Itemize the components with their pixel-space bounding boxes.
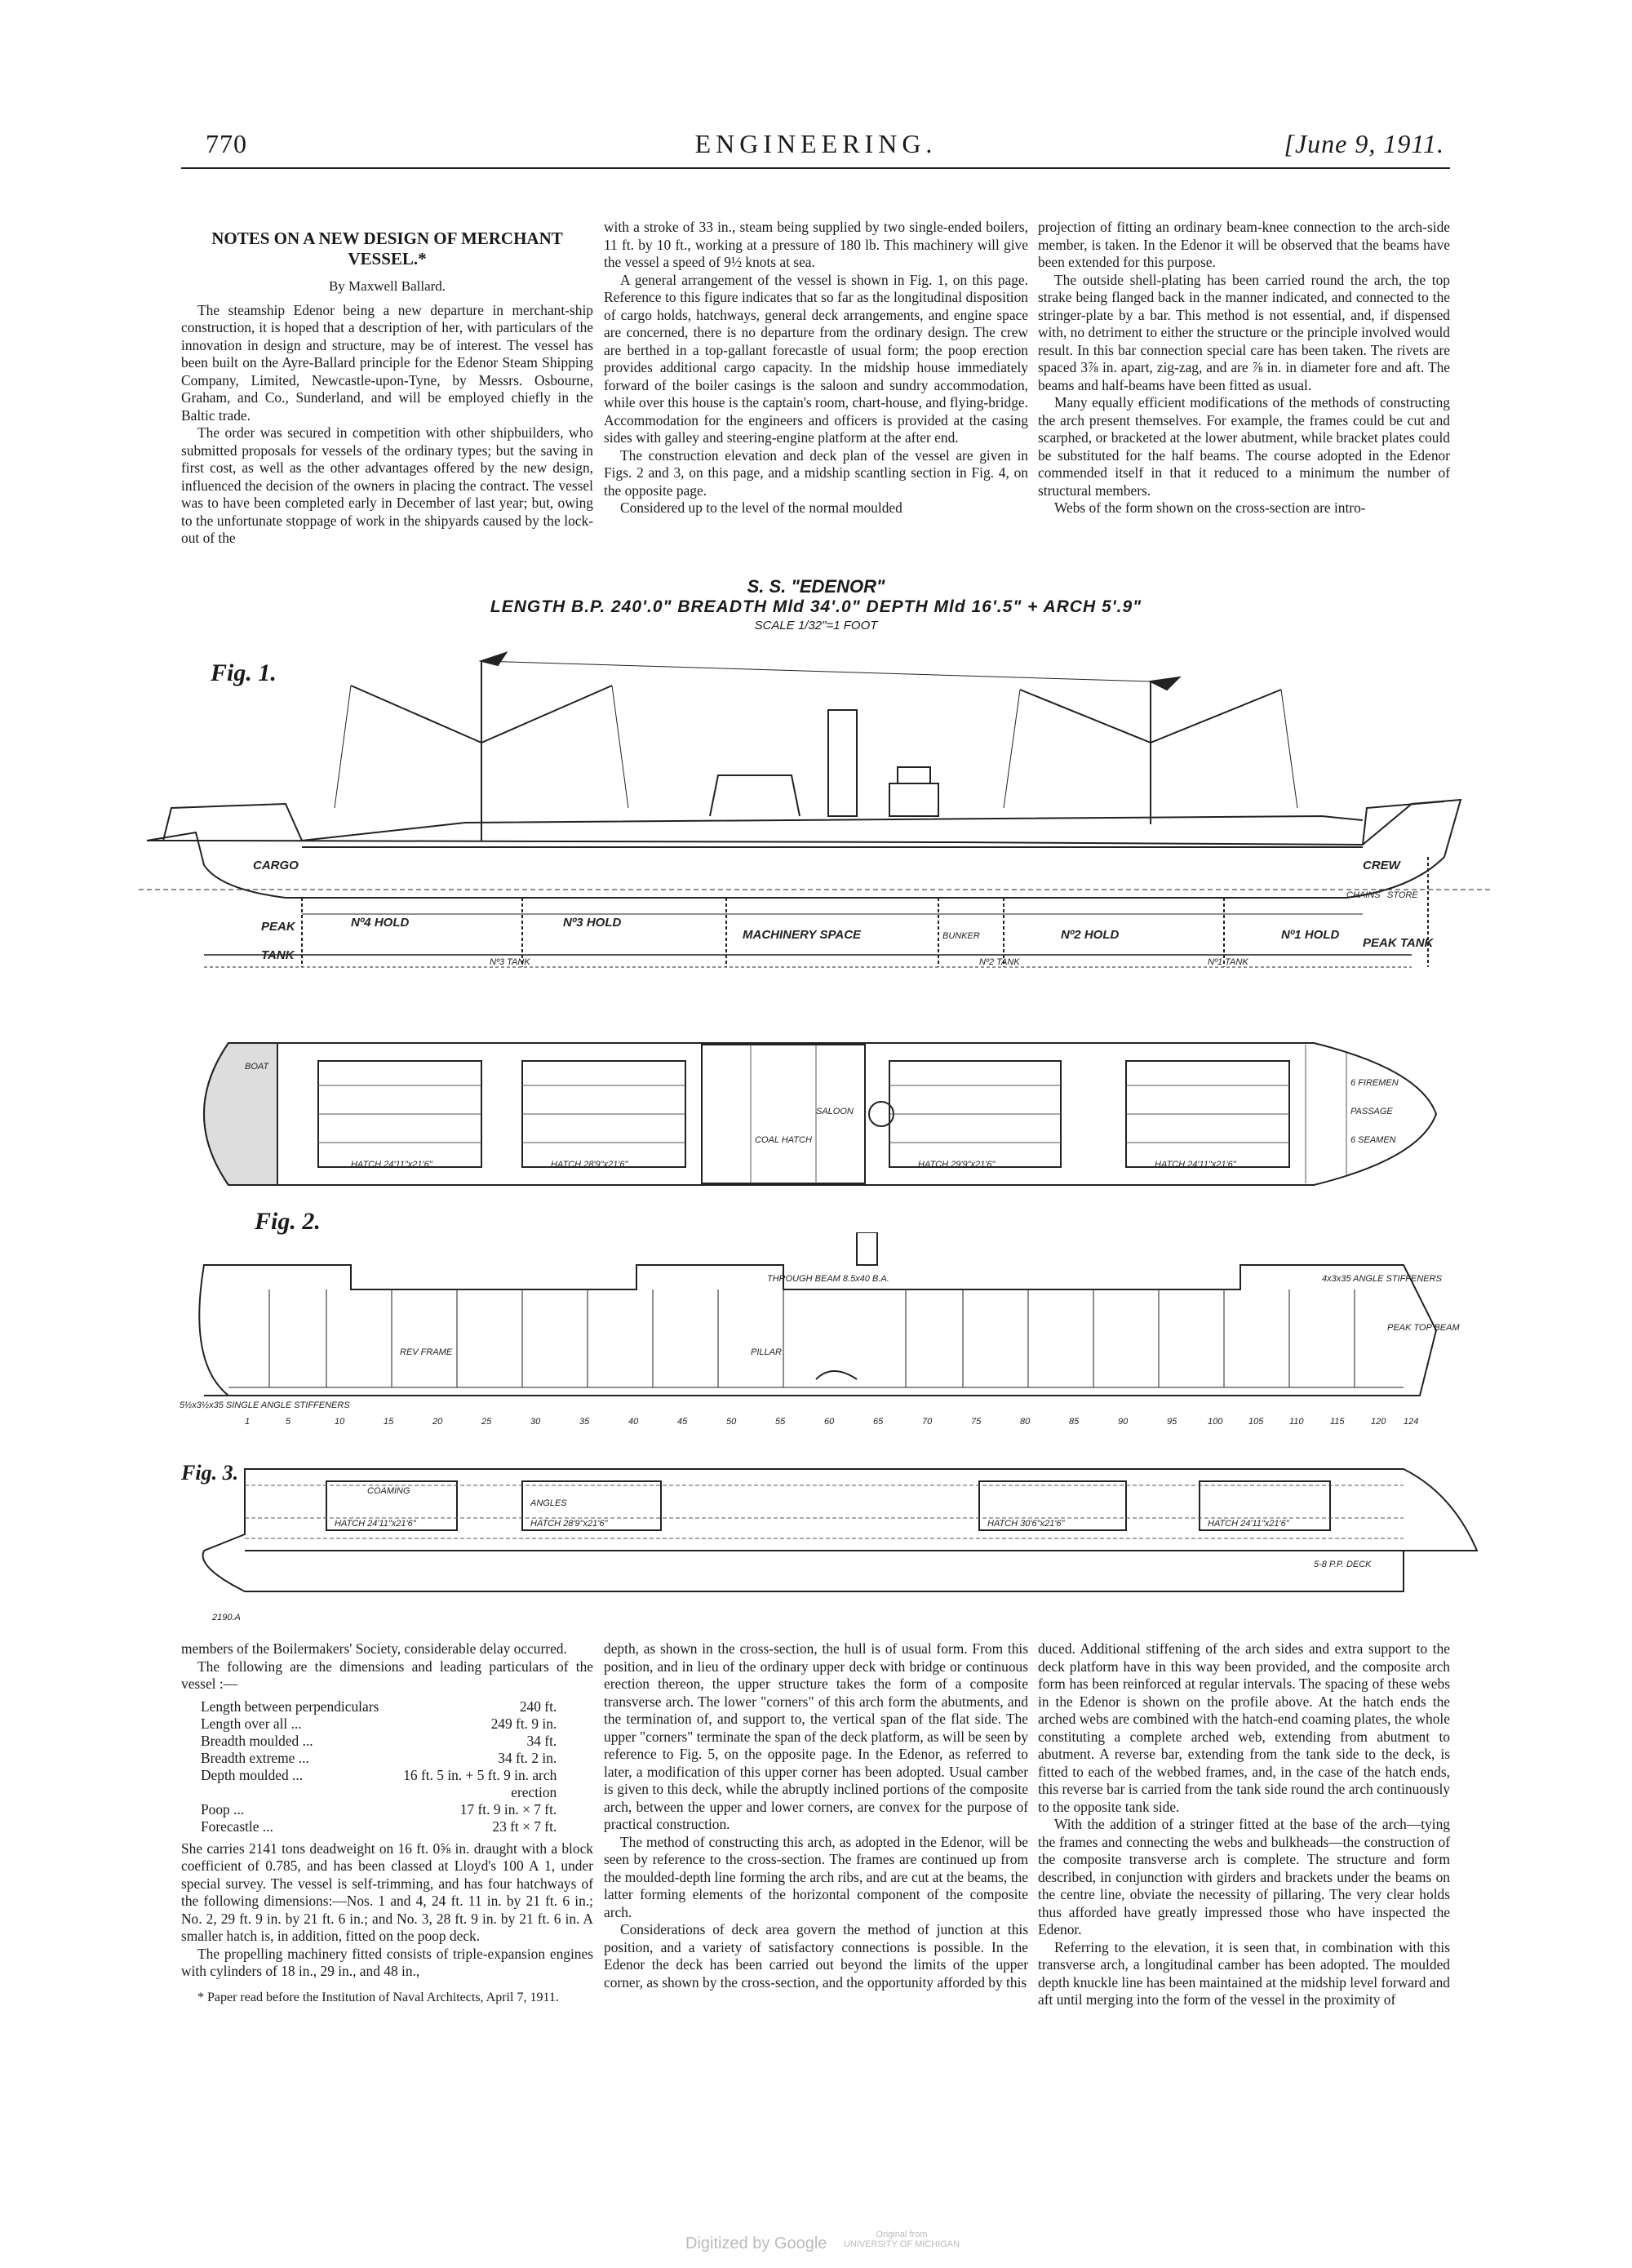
paragraph: With the addition of a stringer fitted at the base of the arch—tying the frames and connecting the webs and bulkheads—the construction of the composite transverse arch is complete. The structure and form described, in conjunction with girders and brackets under the beams on the centre line, obviate the necessity of pillaring. The very clear holds thus afforded have greatly impressed those who have inspected the Edenor.: [1038, 1816, 1450, 1937]
fig1-label-cargo: CARGO: [253, 859, 299, 872]
fig3-label-coaming: COAMING: [367, 1486, 410, 1496]
plan-label-hatch1: HATCH 24'11"x21'6": [1155, 1160, 1236, 1170]
fig1-label-hold3: Nº3 HOLD: [563, 916, 622, 930]
frame-number: 25: [481, 1417, 492, 1427]
plan-label-hatch3: HATCH 28'9"x21'6": [551, 1160, 628, 1170]
fig2-label-single-angle: 5½x3½x35 SINGLE ANGLE STIFFENERS: [180, 1400, 350, 1410]
column-2-top: [604, 219, 1028, 517]
frame-number: 65: [873, 1417, 884, 1427]
frame-number: 85: [1069, 1417, 1080, 1427]
fig1-label-hold2: Nº2 HOLD: [1061, 928, 1120, 942]
frame-number: 105: [1248, 1417, 1264, 1427]
column-2-bottom: [604, 1640, 1028, 1991]
paragraph: The construction elevation and deck plan of the vessel are given in Figs. 2 and 3, on this page, and a midship scantling section in Fig. 4, on the opposite page.: [604, 446, 1028, 499]
fig3-label-hatch2: HATCH 30'6"x21'6": [987, 1519, 1065, 1529]
frame-number: 60: [824, 1417, 835, 1427]
paragraph: projection of fitting an ordinary beam-knee connection to the arch-side member, is taken. In the Edenor it will be observed that the beams have been extended for this purpose.: [1038, 219, 1450, 270]
fig1-label-hold4: Nº4 HOLD: [351, 916, 410, 930]
paragraph: The following are the dimensions and leading particulars of the vessel :—: [181, 1658, 593, 1692]
paragraph: Webs of the form shown on the cross-section are intro-: [1054, 499, 1366, 516]
frame-number: 124: [1404, 1417, 1419, 1427]
frame-number: 55: [775, 1417, 786, 1427]
fig2-label-rev-frame: REV FRAME: [400, 1347, 453, 1357]
frame-number: 20: [432, 1417, 443, 1427]
fig3-deck-drawing: [180, 1461, 1485, 1640]
dimensions-table: [197, 1698, 560, 1835]
frame-number: 70: [922, 1417, 933, 1427]
fig1-label-bunker: BUNKER: [942, 931, 980, 941]
article-title: NOTES ON A NEW DESIGN OF MERCHANT VESSEL.*: [211, 229, 563, 269]
paragraph: The outside shell-plating has been carried round the arch, the top strake being flanged back in the manner indicated, and connected to the stringer-plate by a bar. This method is not essential, and, if dispensed with, no detriment to either the structure or the principle involved would result. In this bar connection special care has been taken. The rivets are spaced 3⅞ in. apart, zig-zag, and are ⅞ in. in diameter fore and aft. The beams and half-beams have been fitted as usual.: [1038, 271, 1450, 393]
plan-label-boat: BOAT: [245, 1062, 269, 1072]
column-3-top: [1038, 219, 1450, 517]
frame-number: 115: [1330, 1417, 1345, 1427]
figure-scale: SCALE 1/32"=1 FOOT: [754, 619, 878, 632]
paragraph: The order was secured in competition with other shipbuilders, who submitted proposals for vessels of the ordinary types; but the saving in first cost, as well as the other advantages offered by the new design, influenced the decision of the owners in placing the contract. The vessel was to have been completed early in December of last year; but, owing to the unfortunate stoppage of work in the shipyards caused by the lock-out of the: [181, 424, 593, 546]
figure-title: S. S. "EDENOR": [747, 576, 885, 597]
figure-subtitle: LENGTH B.P. 240'.0" BREADTH Mld 34'.0" DEPTH Mld 16'.5" + ARCH 5'.9": [490, 597, 1142, 616]
fig2-elevation-drawing: [180, 1232, 1469, 1436]
fig3-label: Fig. 3.: [181, 1461, 239, 1485]
paragraph: duced. Additional stiffening of the arch sides and extra support to the deck platform have in this way been provided, and the composite arch form has been reinforced at regular intervals. The spacing of these webs in the Edenor is shown on the profile above. At the hatch ends the arched webs are combined with the hatch-end coaming plates, the whole constituting a complete arched web, extending from abutment to abutment. A reverse bar, extending from the tank side to the deck, is fitted to each of the webbed frames, and, in the case of the hatch ends, this reverse bar is carried from the tank side round the arch continuously to the opposite tank side.: [1038, 1640, 1450, 1815]
frame-number: 110: [1289, 1417, 1304, 1427]
fig1-label-store: STORE: [1387, 890, 1418, 900]
fig2-label-peak-top-beam: PEAK TOP BEAM: [1387, 1323, 1460, 1333]
table-row: Length over all ... 249 ft. 9 in.: [201, 1715, 557, 1732]
plan-label-saloon: SALOON: [816, 1107, 854, 1116]
table-row: Length between perpendiculars 240 ft.: [201, 1698, 557, 1715]
fig1-label-tank: TANK: [261, 948, 295, 962]
table-row: Poop ... 17 ft. 9 in. × 7 ft.: [201, 1800, 557, 1818]
column-1-top: [181, 229, 593, 548]
footer-original: Original from UNIVERSITY OF MICHIGAN: [843, 2230, 960, 2249]
frame-number: 80: [1020, 1417, 1031, 1427]
fig3-label-pp-deck: 5-8 P.P. DECK: [1314, 1560, 1372, 1569]
fig3-label-hatch3: HATCH 28'9"x21'6": [530, 1519, 608, 1529]
frame-number: 10: [335, 1417, 345, 1427]
table-row: Breadth extreme ... 34 ft. 2 in.: [201, 1749, 557, 1766]
fig1-label-tank2: Nº2 TANK: [979, 957, 1020, 967]
paragraph: The propelling machinery fitted consists of triple-expansion engines with cylinders of 18 in., 29 in., and 48 in.,: [181, 1945, 593, 1979]
fig3-label-hatch4: HATCH 24'11"x21'6": [335, 1519, 416, 1529]
paragraph: Considered up to the level of the normal moulded: [620, 499, 902, 516]
fig1-label-machinery: MACHINERY SPACE: [743, 928, 862, 942]
fig1-label-peak-tank: PEAK TANK: [1363, 936, 1434, 950]
paragraph: The method of constructing this arch, as adopted in the Edenor, will be seen by reference to the cross-section. The frames are continued up from the moulded-depth line forming the arch ribs, and are cut at the beams, the latter forming elements of the horizontal component of the composite arch.: [604, 1833, 1028, 1920]
frame-number: 1: [245, 1417, 251, 1427]
fig1-label-chains: CHAINS: [1346, 890, 1381, 900]
page-number: 770: [206, 129, 247, 158]
column-1-bottom: [181, 1640, 593, 2006]
paragraph: Many equally efficient modifications of the methods of constructing the arch present themselves. For example, the frames could be cut and scarphed, or bracketed at the lower abutment, while bracket plates could be substituted for the half beams. The course adopted in the Edenor commended itself in that it reduced to a minimum the number of structural members.: [1038, 394, 1450, 499]
plan-label-seamen: 6 SEAMEN: [1350, 1135, 1396, 1145]
fig1-label: Fig. 1.: [211, 659, 277, 686]
frame-number: 95: [1167, 1417, 1177, 1427]
frame-number: 75: [971, 1417, 982, 1427]
paragraph: A general arrangement of the vessel is shown in Fig. 1, on this page. Reference to this figure indicates that so far as the longitudinal disposition of cargo holds, hatchways, general deck arrangements, and engine space are concerned, there is no departure from the ordinary design. The crew are berthed in a top-gallant forecastle of usual form; the poop erection provides additional cargo capacity. In the midship house immediately forward of the boiler casings is the saloon and sundry accommodation, while over this house is the captain's room, chart-house, and flying-bridge. Accommodation for the engineers and officers is provided at the casing sides with galley and steering-engine platform at the after end.: [604, 271, 1028, 446]
fig1-label-tank1: Nº1 TANK: [1208, 957, 1248, 967]
fig1-label-peak: PEAK: [261, 920, 295, 934]
fig1-label-tank3: Nº3 TANK: [490, 957, 530, 967]
journal-title: ENGINEERING.: [694, 129, 938, 158]
frame-number: 5: [286, 1417, 291, 1427]
frame-number: 30: [530, 1417, 541, 1427]
fig2-label-through-beam: THROUGH BEAM 8.5x40 B.A.: [767, 1274, 889, 1284]
frame-number: 45: [677, 1417, 688, 1427]
frame-number: 120: [1371, 1417, 1386, 1427]
paragraph: The steamship Edenor being a new departure in merchant-ship construction, it is hoped that a description of her, with particulars of the innovation in design and structure, may be of interest. The vessel has been built on the Ayre-Ballard principle for the Edenor Steam Shipping Company, Limited, Newcastle-upon-Tyne, by Messrs. Osbourne, Graham, and Co., Sunderland, and will be employed chiefly in the Baltic trade.: [181, 301, 593, 424]
paragraph: She carries 2141 tons deadweight on 16 ft. 0⅝ in. draught with a block coefficient of 0.785, and has been classed at Lloyd's 100 A 1, under special survey. The vessel is self-trimming, and has four hatchways of the following dimensions:—Nos. 1 and 4, 24 ft. 11 in. by 21 ft. 6 in.; No. 2, 29 ft. 9 in. by 21 ft. 6 in.; and No. 3, 28 ft. 9 in. by 21 ft. 6 in. A smaller hatch is, in addition, fitted on the poop deck.: [181, 1840, 593, 1944]
fig3-label-angles: ANGLES: [530, 1498, 567, 1508]
frame-number: 50: [726, 1417, 737, 1427]
header-rule: [181, 167, 1450, 169]
table-row: Depth moulded ... 16 ft. 5 in. + 5 ft. 9 in. arch erection: [201, 1766, 557, 1800]
plan-label-coal-hatch: COAL HATCH: [755, 1135, 812, 1145]
fig1-profile-drawing: [139, 645, 1493, 1004]
fig2-label-pillar: PILLAR: [751, 1347, 782, 1357]
column-3-bottom: [1038, 1640, 1450, 2009]
frame-number: 40: [628, 1417, 639, 1427]
article-byline: By Maxwell Ballard.: [328, 278, 446, 294]
paragraph: Referring to the elevation, it is seen that, in combination with this transverse arch, a longitudinal camber has been adopted. The moulded depth knuckle line has been maintained at the midship level forward and aft until merging into the form of the vessel in the proximity of: [1038, 1938, 1450, 2008]
fig2-label-angle-stiffeners: 4x3x35 ANGLE STIFFENERS: [1322, 1274, 1442, 1284]
paragraph: with a stroke of 33 in., steam being supplied by two single-ended boilers, 11 ft. by 10 ft., working at a pressure of 180 lb. This machinery will give the vessel a speed of 9½ knots at sea.: [604, 219, 1028, 270]
paragraph: depth, as shown in the cross-section, the hull is of usual form. From this position, and in lieu of the ordinary upper deck with bridge or continuous erection thereon, the upper structure takes the form of a composite transverse arch. The lower "corners" of this arch form the abutments, and the termination of, and support to, the vertical span of the flat side. The upper "corners" terminate the span of the deck platform, as will be seen by reference to Fig. 5, on the opposite page. In the Edenor, as referred to later, a modification of this upper corner has been adopted. Usual camber is given to this deck, while the abruptly inclined portions of the composite arch, between the upper and lower corners, are convex for the purpose of practical construction.: [604, 1640, 1028, 1832]
frame-number: 100: [1208, 1417, 1223, 1427]
fig2-label: Fig. 2.: [255, 1208, 321, 1235]
plan-label-hatch4: HATCH 24'11"x21'6": [351, 1160, 432, 1170]
plan-label-firemen: 6 FIREMEN: [1350, 1078, 1399, 1088]
plan-label-hatch2: HATCH 29'9"x21'6": [918, 1160, 996, 1170]
fig1-label-crew: CREW: [1363, 859, 1400, 872]
frame-number: 35: [579, 1417, 590, 1427]
paragraph: Considerations of deck area govern the method of junction at this position, and a variety of satisfactory connections is possible. In the Edenor the deck has been carried out beyond the limits of the upper corner, as shown by the cross-section, and the opportunity afforded by this: [604, 1921, 1028, 1991]
frame-number: 90: [1118, 1417, 1129, 1427]
footer-digitized: Digitized by Google: [685, 2235, 827, 2252]
deck-plan-drawing: [180, 1036, 1452, 1192]
frame-number: 15: [384, 1417, 394, 1427]
table-row: Breadth moulded ... 34 ft.: [201, 1732, 557, 1749]
table-row: Forecastle ... 23 ft × 7 ft.: [201, 1818, 557, 1835]
fig1-label-hold1: Nº1 HOLD: [1281, 928, 1340, 942]
plan-label-passage: PASSAGE: [1350, 1107, 1393, 1116]
fig3-label-ref: 2190.A: [212, 1613, 241, 1622]
footnote: * Paper read before the Institution of Naval Architects, April 7, 1911.: [197, 1990, 559, 2004]
issue-date: [June 9, 1911.: [1284, 129, 1444, 158]
fig3-label-hatch1: HATCH 24'11"x21'6": [1208, 1519, 1289, 1529]
paragraph: members of the Boilermakers' Society, considerable delay occurred.: [181, 1640, 567, 1657]
